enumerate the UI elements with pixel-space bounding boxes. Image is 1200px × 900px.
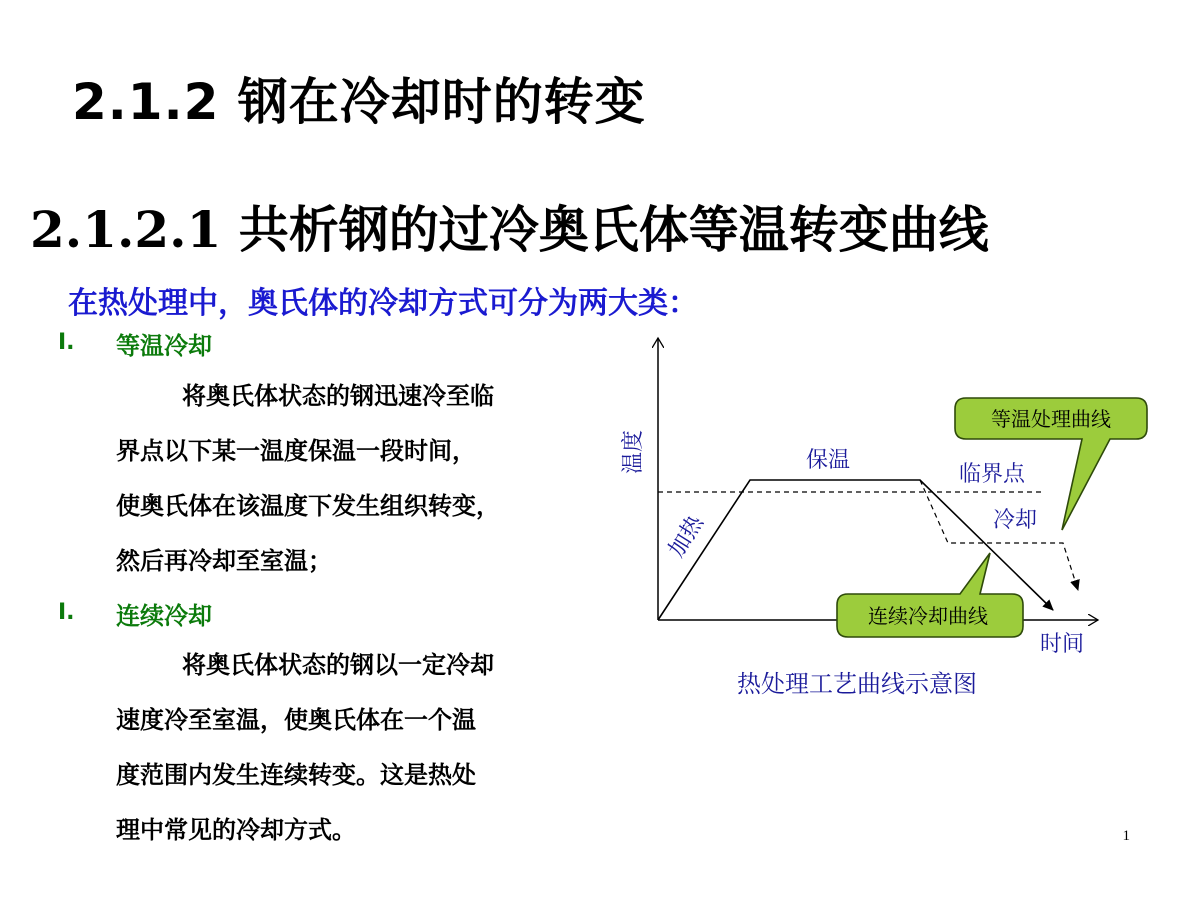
isothermal-curve — [920, 480, 1078, 590]
x-axis-label: 时间 — [1039, 632, 1085, 657]
body-line: 使奥氏体在该温度下发生组织转变， — [116, 492, 500, 520]
section-marker: I. — [58, 330, 75, 355]
isothermal-callout-text: 等温处理曲线 — [991, 407, 1111, 431]
page-heading: 2.1.2 钢在冷却时的转变 — [72, 73, 646, 131]
section-title-continuous: 连续冷却 — [116, 602, 212, 630]
cooling-label: 冷却 — [992, 508, 1038, 533]
body-line: 度范围内发生连续转变。这是热处 — [116, 761, 476, 789]
holding-label: 保温 — [805, 448, 851, 473]
section-subheading: 2.1.2.1 共析钢的过冷奥氏体等温转变曲线 — [30, 200, 989, 259]
body-line: 将奥氏体状态的钢迅速冷至临 — [182, 382, 494, 410]
body-line: 然后再冷却至室温； — [116, 547, 332, 575]
heating-label: 加热 — [664, 511, 709, 562]
critical-point-label: 临界点 — [958, 462, 1026, 487]
continuous-callout-text: 连续冷却曲线 — [868, 604, 988, 628]
body-line: 速度冷至室温，使奥氏体在一个温 — [116, 706, 476, 734]
body-line: 将奥氏体状态的钢以一定冷却 — [182, 651, 494, 679]
diagram-caption: 热处理工艺曲线示意图 — [737, 670, 977, 698]
intro-text: 在热处理中，奥氏体的冷却方式可分为两大类： — [68, 286, 698, 321]
section-title-isothermal: 等温冷却 — [116, 332, 212, 360]
body-line: 理中常见的冷却方式。 — [116, 816, 356, 844]
section-marker: I. — [58, 600, 75, 625]
body-line: 界点以下某一温度保温一段时间， — [116, 437, 476, 465]
y-axis-label: 温度 — [621, 429, 646, 475]
page-number: 1 — [1122, 828, 1130, 844]
